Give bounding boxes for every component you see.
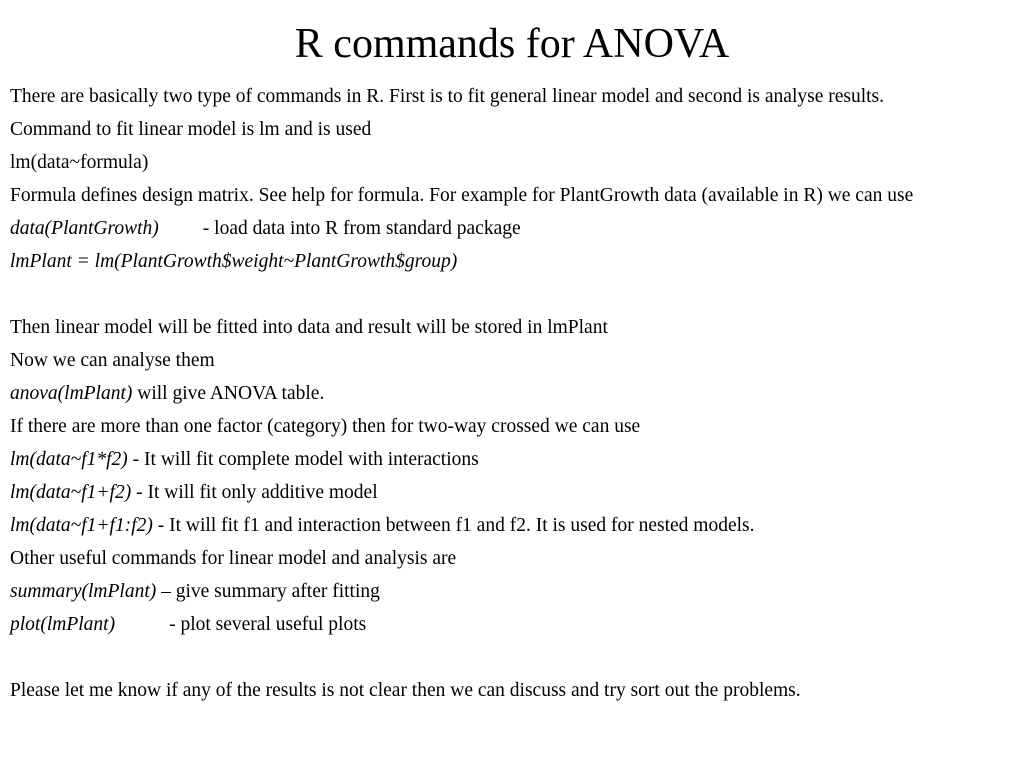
- anova-command-code: anova(lmPlant): [10, 383, 133, 404]
- lm-syntax-text: lm(data~formula): [10, 152, 149, 173]
- plot-command-code: plot(lmPlant): [10, 614, 116, 635]
- interaction-command-code: lm(data~f1*f2): [10, 449, 128, 470]
- intro-text: There are basically two type of commands in R. First is to fit general linear model and second is analyse results.: [10, 86, 885, 107]
- lmplant-command-code: lmPlant = lm(PlantGrowth$weight~PlantGrowth$group): [10, 251, 458, 272]
- blank-line: [10, 645, 1014, 671]
- additive-command-line: [10, 480, 1014, 506]
- nested-command-line: [10, 513, 1014, 539]
- additive-command-desc: - It will fit only additive model: [131, 482, 378, 503]
- blank-line: [10, 282, 1014, 308]
- fit-command-text: Command to fit linear model is lm and is used: [10, 119, 372, 140]
- plot-command-line: [10, 612, 1014, 638]
- data-command-code: data(PlantGrowth): [10, 218, 159, 239]
- additive-command-code: lm(data~f1+f2): [10, 482, 132, 503]
- slide-body: [10, 84, 1014, 711]
- summary-command-line: [10, 579, 1014, 605]
- nested-command-desc: - It will fit f1 and interaction between f1 and f2. It is used for nested models.: [152, 515, 755, 536]
- analyse-text: Now we can analyse them: [10, 350, 215, 371]
- anova-command-line: [10, 381, 1014, 407]
- interaction-command-line: [10, 447, 1014, 473]
- slide-title: R commands for ANOVA: [294, 21, 730, 67]
- other-commands-text: Other useful commands for linear model and analysis are: [10, 548, 457, 569]
- summary-command-desc: – give summary after fitting: [156, 581, 380, 602]
- data-command-line: [10, 216, 1014, 242]
- interaction-command-desc: - It will fit complete model with interactions: [127, 449, 479, 470]
- anova-command-desc: will give ANOVA table.: [132, 383, 325, 404]
- formula-description: Formula defines design matrix. See help for formula. For example for PlantGrowth data (available in R) we can use: [10, 185, 914, 206]
- plot-command-desc: - plot several useful plots: [169, 614, 367, 635]
- data-command-desc: - load data into R from standard package: [202, 218, 521, 239]
- lmplant-command-line: [10, 249, 1014, 275]
- closing-text: Please let me know if any of the results is not clear then we can discuss and try sort out the problems.: [10, 680, 801, 701]
- nested-command-code: lm(data~f1+f1:f2): [10, 515, 153, 536]
- fitted-text: Then linear model will be fitted into data and result will be stored in lmPlant: [10, 317, 608, 338]
- summary-command-code: summary(lmPlant): [10, 581, 157, 602]
- two-way-text: If there are more than one factor (category) then for two-way crossed we can use: [10, 416, 641, 437]
